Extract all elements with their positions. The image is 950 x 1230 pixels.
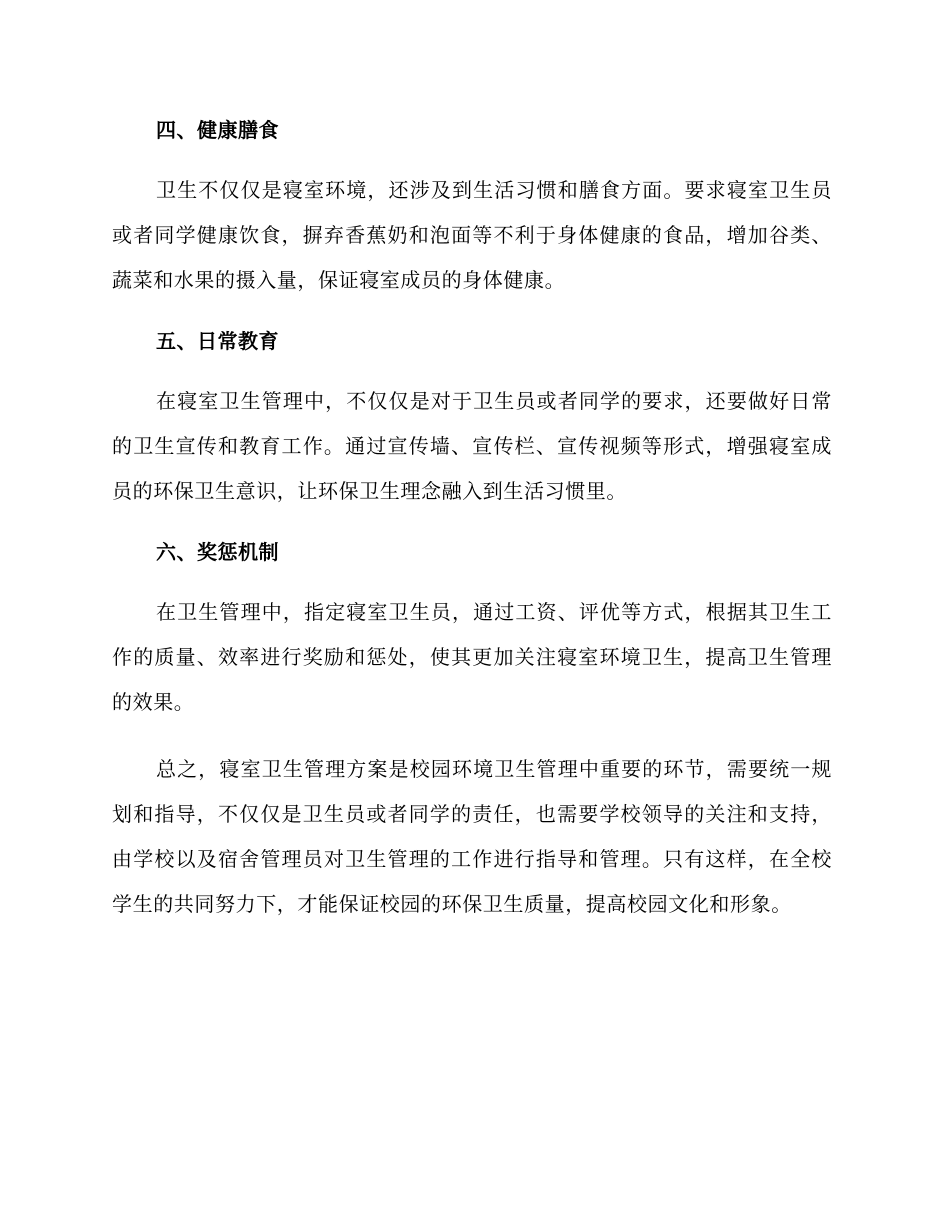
conclusion-paragraph: 总之，寝室卫生管理方案是校园环境卫生管理中重要的环节，需要统一规划和指导，不仅仅是卫生员或者同学的责任，也需要学校领导的关注和支持，由学校以及宿舍管理员对卫生管理的工作进行指导和管理。只有这样，在全校学生的共同努力下，才能保证校园的环保卫生质量，提高校园文化和形象。 (112, 757, 832, 916)
section-heading-reward-punishment: 六、奖惩机制 (156, 540, 279, 564)
section-heading-healthy-diet: 四、健康膳食 (156, 118, 279, 142)
section-paragraph-daily-education: 在寝室卫生管理中，不仅仅是对于卫生员或者同学的要求，还要做好日常的卫生宣传和教育工作。通过宣传墙、宣传栏、宣传视频等形式，增强寝室成员的环保卫生意识，让环保卫生理念融入到生活习惯里。 (112, 389, 832, 503)
section-heading-daily-education: 五、日常教育 (156, 329, 279, 353)
section-paragraph-reward-punishment: 在卫生管理中，指定寝室卫生员，通过工资、评优等方式，根据其卫生工作的质量、效率进行奖励和惩处，使其更加关注寝室环境卫生，提高卫生管理的效果。 (112, 600, 832, 714)
section-paragraph-healthy-diet: 卫生不仅仅是寝室环境，还涉及到生活习惯和膳食方面。要求寝室卫生员或者同学健康饮食，摒弃香蕉奶和泡面等不利于身体健康的食品，增加谷类、蔬菜和水果的摄入量，保证寝室成员的身体健康。 (112, 178, 832, 292)
document-body (112, 114, 832, 949)
